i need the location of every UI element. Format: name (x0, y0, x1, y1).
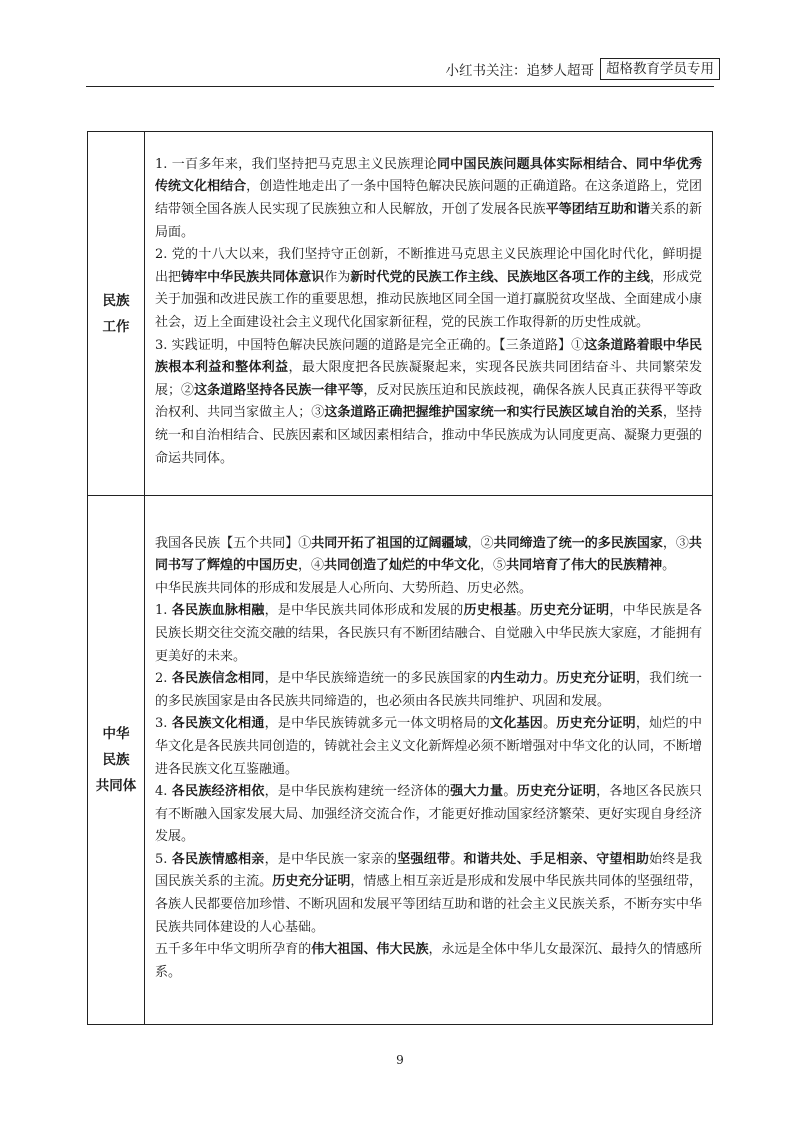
text-run: 3. (155, 716, 172, 732)
text-run: 5. (155, 851, 172, 867)
text-run: 。 (503, 784, 517, 800)
bold-text-run: 历史充分证明 (272, 874, 351, 890)
text-run: ，是中华民族缔造统一的多民族国家的 (264, 671, 491, 687)
bold-text-run: 伟大祖国、伟大民族 (311, 942, 429, 958)
text-run: ，最大限度把各民族凝聚起来，实现各民族共同团结奋斗、共同繁荣发展；② (155, 360, 702, 398)
text-run: ，反对民族压迫和民族歧视，确保各族人民真正获得平等政治权利、共同当家做主人；③ (155, 382, 702, 421)
bold-text-run: 坚强纽带 (397, 851, 451, 867)
bold-text-run: 共同开拓了祖国的辽阔疆域 (311, 535, 468, 551)
text-run: 2. 党的十八大以来，我们坚持守正创新，不断推进马克思主义民族理论中国化时代化，鲜明提出把 (155, 247, 702, 285)
paragraph (155, 578, 702, 601)
label-line: 中华 (102, 726, 130, 742)
text-run: ，形成党关于加强和改进民族工作的重要思想，推动民族地区同全国一道打赢脱贫攻坚战、全面建成小康社会，迈上全面建设社会主义现代化国家新征程，党的民族工作取得新的历史性成就。 (155, 269, 702, 330)
bold-text-run: 铸牢中华民族共同体意识 (181, 269, 325, 285)
text-run: 。 (543, 716, 557, 732)
label-line: 民族 (102, 292, 130, 309)
paragraph (155, 849, 702, 939)
label-line: 共同体 (95, 778, 137, 794)
text-run: 2. (155, 671, 172, 687)
text-run: 。 (450, 851, 464, 867)
bold-text-run: 和谐共处、手足相亲、守望相助 (463, 851, 650, 867)
bold-text-run: 各民族经济相依 (171, 784, 265, 800)
text-run: ，情感上相互亲近是形成和发展中华民族共同体的坚强纽带，各族人民都要倍加珍惜、不断巩固和发展平等团结互助和谐的社会主义民族关系，不断夯实中华民族共同体建设的人心基础。 (155, 874, 702, 935)
text-run: ，创造性地走出了一条中国特色解决民族问题的正确道路。在这条道路上，党团结带领全国各族人民实现了民族独立和人民解放，开创了发展各民族 (155, 179, 702, 218)
bold-text-run: 这条道路坚持各民族一律平等 (194, 382, 364, 398)
text-run: 1. (155, 603, 172, 619)
paragraph (155, 335, 702, 471)
bold-text-run: 这条道路着眼中华民族根本利益和整体利益 (155, 337, 702, 376)
bold-text-run: 历史充分证明 (556, 671, 636, 687)
text-run: ，中华民族是各民族长期交往交流交融的结果，各民族只有不断团结融合、自觉融入中华民族大家庭，才能拥有更美好的未来。 (155, 603, 702, 664)
text-run: ，永远是全体中华儿女最深沉、最持久的情感所系。 (155, 942, 702, 980)
bold-text-run: 历史充分证明 (556, 716, 636, 732)
bold-text-run: 新时代党的民族工作主线、民族地区各项工作的主线 (350, 269, 650, 285)
label-line: 民族 (102, 752, 130, 768)
paragraph (155, 713, 702, 781)
text-run: ，灿烂的中华文化是各民族共同创造的，铸就社会主义文化新辉煌必须不断增强对中华文化的认同，不断增进各民族文化互鉴融通。 (155, 716, 702, 777)
text-run: 我国各民族【五个共同】① (155, 535, 312, 551)
text-run: 关系的新局面。 (155, 202, 702, 240)
paragraph (155, 154, 702, 244)
section-row-chinese-nation-community (88, 496, 713, 1025)
text-run: 3. 实践证明，中国特色解决民族问题的道路是完全正确的。【三条道路】① (155, 337, 585, 353)
page-number: 9 (396, 1053, 404, 1067)
section-label (88, 132, 145, 496)
bold-text-run: 各民族文化相通 (171, 716, 265, 732)
paragraph (155, 244, 702, 334)
bold-text-run: 文化基因 (490, 716, 544, 732)
bold-text-run: 共同培育了伟大的民族精神 (506, 558, 663, 574)
bold-text-run: 共同缔造了统一的多民族国家 (493, 535, 663, 551)
text-run: ，是中华民族一家亲的 (264, 851, 398, 867)
header-rule (86, 86, 714, 87)
text-run: 中华民族共同体的形成和发展是人心所向、大势所趋、历史必然。 (155, 580, 533, 596)
bold-text-run: 同中国民族问题具体实际相结合、同中华优秀传统文化相结合 (155, 156, 702, 195)
bold-text-run: 历史根基 (463, 603, 517, 619)
paragraph (155, 533, 702, 578)
label-line: 工作 (102, 318, 130, 335)
text-run: ，④ (298, 558, 325, 574)
text-run: ，② (467, 535, 494, 551)
text-run: 。 (543, 671, 557, 687)
bold-text-run: 平等团结互助和谐 (545, 202, 650, 218)
paragraph (155, 939, 702, 984)
header-text: 小红书关注：追梦人超哥 (445, 63, 594, 79)
header-badge: 超格教育学员专用 (600, 58, 720, 80)
text-run: 。 (662, 558, 676, 574)
section-content (145, 496, 713, 1025)
section-content (145, 132, 713, 496)
bold-text-run: 这条道路正确把握维护国家统一和实行民族区域自治的关系 (324, 405, 663, 421)
text-run: ，是中华民族铸就多元一体文明格局的 (264, 716, 491, 732)
text-run: ，我们统一的多民族国家是由各民族共同缔造的，也必须由各民族共同维护、巩固和发展。 (155, 671, 702, 709)
text-run: ，③ (662, 535, 689, 551)
content-table (87, 131, 713, 1025)
bold-text-run: 各民族血脉相融 (171, 603, 265, 619)
text-run: ，坚持统一和自治相结合、民族因素和区域因素相结合，推动中华民族成为认同度更高、凝聚力更强的命运共同体。 (155, 405, 702, 466)
paragraph (155, 668, 702, 713)
text-run: 4. (155, 784, 172, 800)
section-label (88, 496, 145, 1025)
bold-text-run: 共同书写了辉煌的中国历史 (155, 535, 702, 574)
bold-text-run: 共同创造了灿烂的中华文化 (324, 558, 481, 574)
bold-text-run: 强大力量 (450, 784, 504, 800)
page-header (446, 58, 721, 80)
text-run: 作为 (324, 269, 351, 285)
bold-text-run: 历史充分证明 (516, 784, 597, 800)
text-run: 。 (516, 603, 530, 619)
text-run: ，各地区各民族只有不断融入国家发展大局、加强经济交流合作，才能更好推动国家经济繁荣、更好实现自身经济发展。 (155, 784, 702, 845)
section-row-ethnic-work (88, 132, 713, 496)
text-run: ，是中华民族构建统一经济体的 (264, 784, 451, 800)
text-run: 始终是我国民族关系的主流。 (155, 851, 702, 890)
bold-text-run: 历史充分证明 (529, 603, 610, 619)
text-run: 1. 一百多年来，我们坚持把马克思主义民族理论 (155, 156, 438, 172)
paragraph (155, 600, 702, 668)
text-run: ，⑤ (480, 558, 507, 574)
paragraph (155, 781, 702, 849)
bold-text-run: 内生动力 (490, 671, 544, 687)
text-run: ，是中华民族共同体形成和发展的 (264, 603, 464, 619)
bold-text-run: 各民族情感相亲 (171, 851, 265, 867)
bold-text-run: 各民族信念相同 (171, 671, 265, 687)
text-run: 五千多年中华文明所孕育的 (155, 942, 312, 958)
